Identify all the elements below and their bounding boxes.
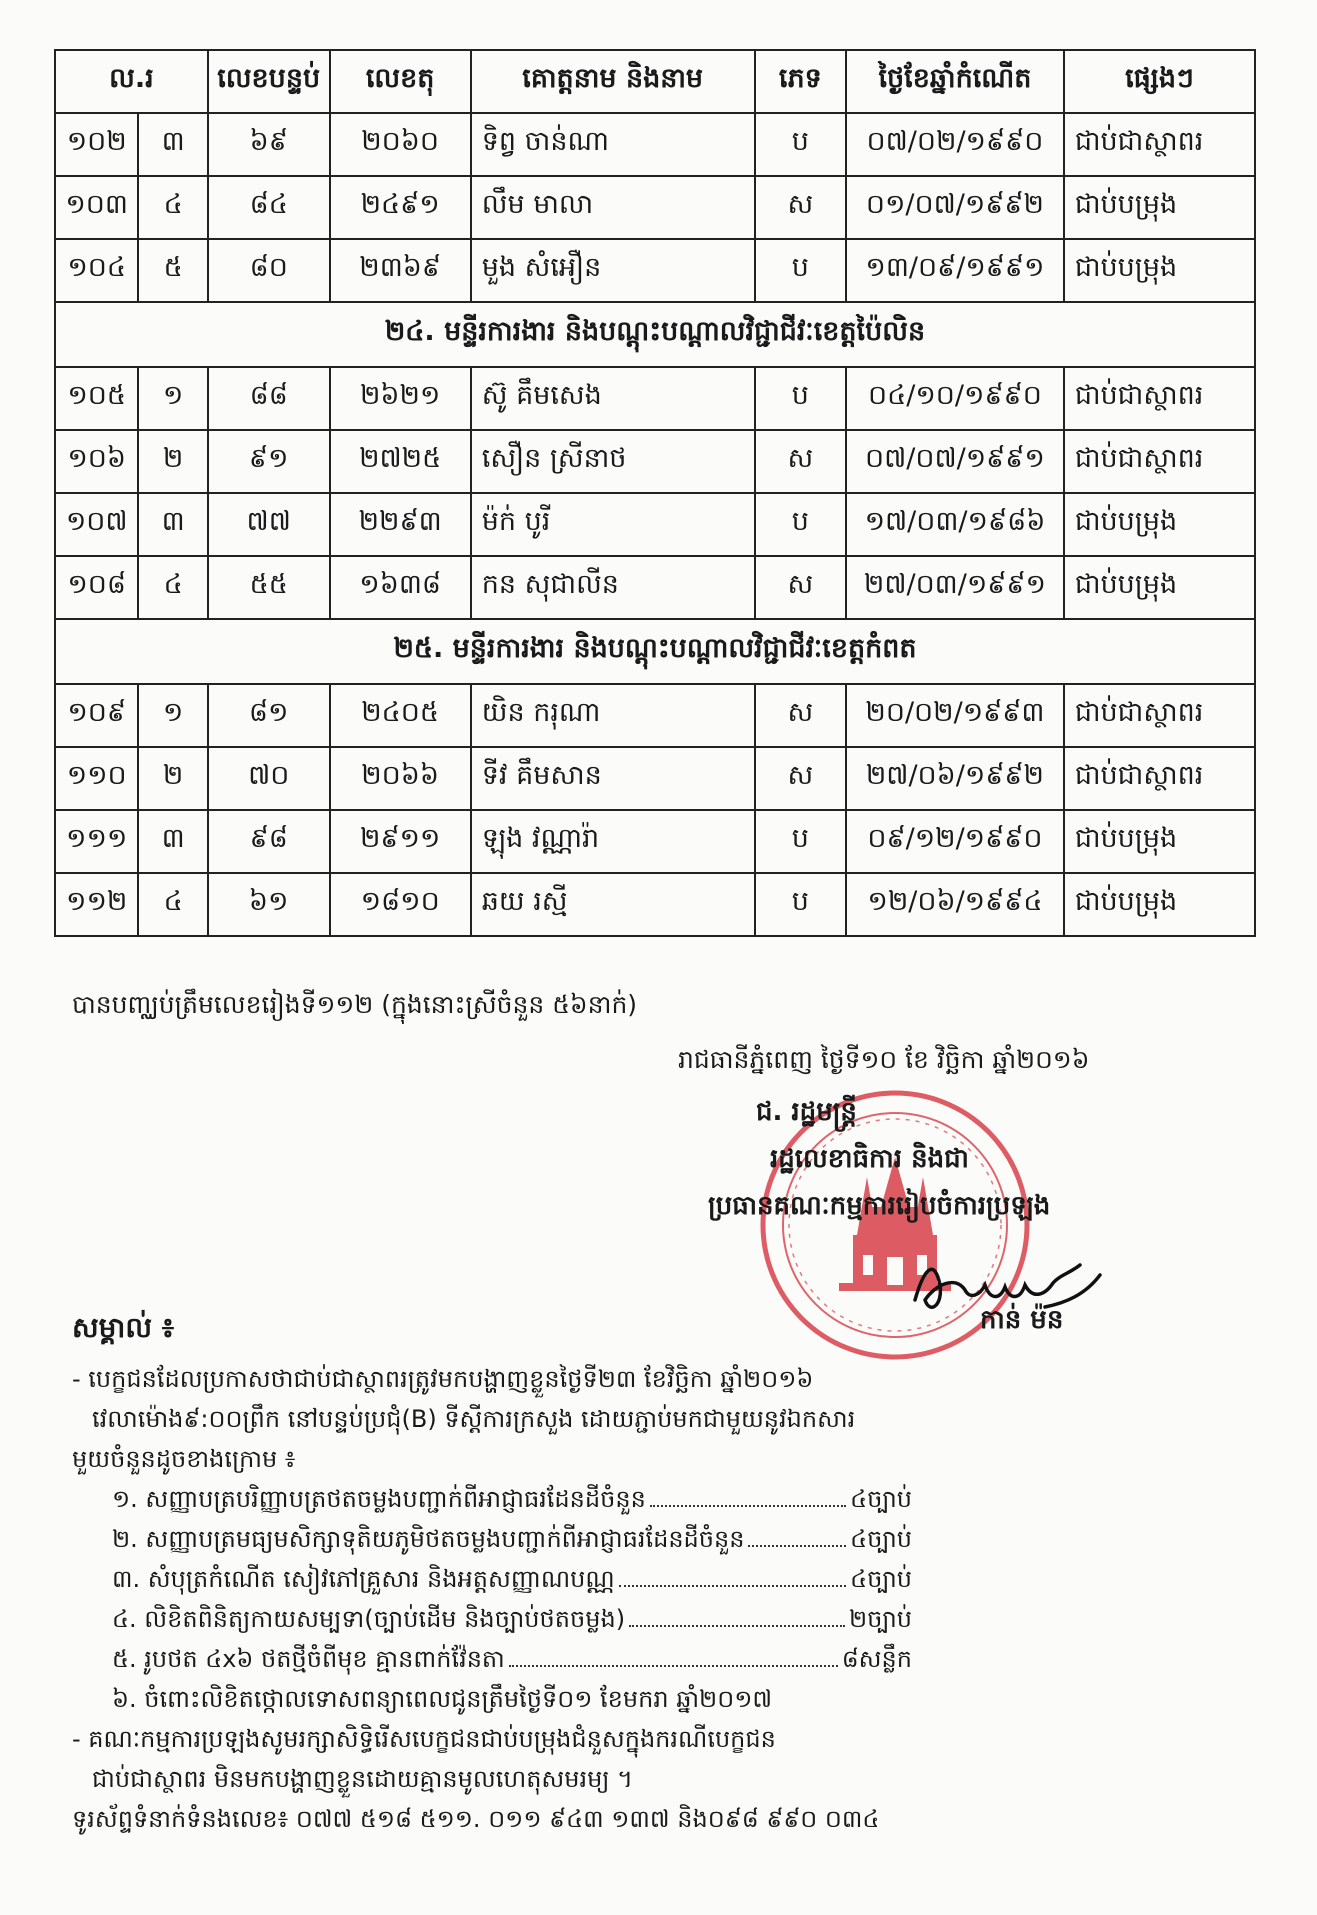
candidate-name-cell: ឡុង វណ្ណារ៉ា bbox=[471, 810, 755, 873]
requirement-label: ២. សញ្ញាបត្រមធ្យមសិក្សាទុតិយភូមិថតចម្លងបញ្ជាក់ពីអាជ្ញាធរដែនដីចំនួន bbox=[112, 1525, 745, 1553]
room-no-cell: ៧៧ bbox=[208, 493, 330, 556]
date-of-birth-cell: ០៩/១២/១៩៩០ bbox=[846, 810, 1064, 873]
section-row bbox=[55, 302, 1255, 367]
room-no-cell: ៦៩ bbox=[208, 113, 330, 176]
desk-no-cell: ២៧២៥ bbox=[330, 430, 471, 493]
dotted-leader bbox=[650, 1479, 846, 1507]
date-of-birth-cell: ០១/០៧/១៩៩២ bbox=[846, 176, 1064, 239]
desk-no-cell: ២០៦០ bbox=[330, 113, 471, 176]
table-row bbox=[55, 556, 1255, 619]
dotted-leader bbox=[748, 1519, 846, 1547]
sub-no-cell: ៣ bbox=[138, 113, 208, 176]
requirement-quantity: ៤ច្បាប់ bbox=[850, 1525, 912, 1553]
table-body bbox=[55, 113, 1255, 936]
sex-cell: ស bbox=[755, 176, 847, 239]
date-of-birth-cell: ២០/០២/១៩៩៣ bbox=[846, 684, 1064, 747]
table-row bbox=[55, 810, 1255, 873]
candidate-name-cell: ទិព្វ ចាន់ណា bbox=[471, 113, 755, 176]
requirement-item-6: ៦. ចំពោះលិខិតថ្កោលទោសពន្យាពេលជូនត្រឹមថ្ងៃទី០១ ខែមករា ឆ្នាំ២០១៧ bbox=[112, 1685, 773, 1713]
sub-no-cell: ៤ bbox=[138, 873, 208, 936]
sub-no-cell: ៣ bbox=[138, 493, 208, 556]
table-row bbox=[55, 113, 1255, 176]
signature-title-1: ជ. រដ្ឋមន្ត្រី bbox=[756, 1097, 857, 1127]
requirement-item bbox=[72, 1639, 912, 1679]
signature-title-3: ប្រធានគណៈកម្មការរៀបចំការប្រឡង bbox=[708, 1191, 1051, 1221]
requirement-item bbox=[72, 1559, 912, 1599]
requirement-item bbox=[72, 1599, 912, 1639]
header-sex: ភេទ bbox=[755, 50, 847, 113]
room-no-cell: ៥៥ bbox=[208, 556, 330, 619]
desk-no-cell: ២២៩៣ bbox=[330, 493, 471, 556]
sex-cell: ស bbox=[755, 747, 847, 810]
desk-no-cell: ២០៦៦ bbox=[330, 747, 471, 810]
sex-cell: ប bbox=[755, 493, 847, 556]
requirement-label: ៤. លិខិតពិនិត្យកាយសម្បទា(ច្បាប់ដើម និងច្បាប់ថតចម្លង) bbox=[112, 1605, 626, 1633]
date-of-birth-cell: ១៧/០៣/១៩៨៦ bbox=[846, 493, 1064, 556]
result-status-cell: ជាប់បម្រុង bbox=[1064, 176, 1255, 239]
header-room: លេខបន្ទប់ bbox=[208, 50, 330, 113]
requirement-label: ១. សញ្ញាបត្របរិញ្ញាបត្រថតចម្លងបញ្ជាក់ពីអាជ្ញាធរដែនដីចំនួន bbox=[112, 1485, 646, 1513]
sex-cell: ប bbox=[755, 873, 847, 936]
candidate-table bbox=[54, 49, 1256, 937]
desk-no-cell: ២៤០៥ bbox=[330, 684, 471, 747]
table-header-row bbox=[55, 50, 1255, 113]
signatory-name: កាន់ ម៉ន bbox=[980, 1305, 1064, 1335]
row-no-cell: ១០៧ bbox=[55, 493, 138, 556]
sex-cell: ប bbox=[755, 113, 847, 176]
requirement-label: ៥. រូបថត ៤x៦ ថតថ្មីចំពីមុខ គ្មានពាក់វ៉ែនតា bbox=[112, 1645, 505, 1673]
sub-no-cell: ២ bbox=[138, 430, 208, 493]
sub-no-cell: ៥ bbox=[138, 239, 208, 302]
table-row bbox=[55, 747, 1255, 810]
result-status-cell: ជាប់ជាស្ថាពរ bbox=[1064, 684, 1255, 747]
candidate-name-cell: ម៉ក់ បូរី bbox=[471, 493, 755, 556]
dotted-leader bbox=[509, 1639, 838, 1667]
candidate-name-cell: ទីវ គឹមសាន bbox=[471, 747, 755, 810]
table-row bbox=[55, 493, 1255, 556]
candidate-name-cell: យិន ករុណា bbox=[471, 684, 755, 747]
row-no-cell: ១០៨ bbox=[55, 556, 138, 619]
dotted-leader bbox=[619, 1559, 846, 1587]
room-no-cell: ៨១ bbox=[208, 684, 330, 747]
sex-cell: ស bbox=[755, 556, 847, 619]
candidate-name-cell: មួង សំអឿន bbox=[471, 239, 755, 302]
result-status-cell: ជាប់ជាស្ថាពរ bbox=[1064, 430, 1255, 493]
requirement-quantity: ៨សន្លឹក bbox=[841, 1645, 912, 1673]
row-no-cell: ១១០ bbox=[55, 747, 138, 810]
requirements-list bbox=[72, 1479, 1252, 1679]
sub-no-cell: ៣ bbox=[138, 810, 208, 873]
desk-no-cell: ២៦២១ bbox=[330, 367, 471, 430]
result-status-cell: ជាប់ជាស្ថាពរ bbox=[1064, 747, 1255, 810]
table-row bbox=[55, 176, 1255, 239]
notes-para-line: - បេក្ខជនដែលប្រកាសថាជាប់ជាស្ថាពរត្រូវមកបង្ហាញខ្លួនថ្ងៃទី២៣ ខែវិច្ឆិកា ឆ្នាំ២០១៦ bbox=[72, 1365, 814, 1393]
row-no-cell: ១០៦ bbox=[55, 430, 138, 493]
desk-no-cell: ១៨១០ bbox=[330, 873, 471, 936]
section-heading: ២៤. មន្ទីរការងារ និងបណ្តុះបណ្តាលវិជ្ជាជីវៈខេត្តប៉ៃលិន bbox=[55, 302, 1255, 367]
row-no-cell: ១០២ bbox=[55, 113, 138, 176]
table-row bbox=[55, 367, 1255, 430]
date-of-birth-cell: ១៣/០៩/១៩៩១ bbox=[846, 239, 1064, 302]
row-no-cell: ១១២ bbox=[55, 873, 138, 936]
requirement-item bbox=[72, 1519, 912, 1559]
candidate-name-cell: ស៊ូ គឹមសេង bbox=[471, 367, 755, 430]
sex-cell: ប bbox=[755, 810, 847, 873]
sub-no-cell: ៤ bbox=[138, 556, 208, 619]
requirement-label: ៣. សំបុត្រកំណើត សៀវភៅគ្រួសារ និងអត្តសញ្ញាណបណ្ណ bbox=[112, 1565, 615, 1593]
requirement-quantity: ២ច្បាប់ bbox=[848, 1605, 912, 1633]
result-status-cell: ជាប់ជាស្ថាពរ bbox=[1064, 367, 1255, 430]
room-no-cell: ៨០ bbox=[208, 239, 330, 302]
desk-no-cell: ២៤៩១ bbox=[330, 176, 471, 239]
room-no-cell: ៨៤ bbox=[208, 176, 330, 239]
table-row bbox=[55, 239, 1255, 302]
room-no-cell: ៩១ bbox=[208, 430, 330, 493]
date-of-birth-cell: ១២/០៦/១៩៩៤ bbox=[846, 873, 1064, 936]
sub-no-cell: ១ bbox=[138, 684, 208, 747]
date-of-birth-cell: ២៧/០៦/១៩៩២ bbox=[846, 747, 1064, 810]
row-no-cell: ១០៩ bbox=[55, 684, 138, 747]
result-status-cell: ជាប់បម្រុង bbox=[1064, 873, 1255, 936]
section-row bbox=[55, 619, 1255, 684]
row-no-cell: ១០៣ bbox=[55, 176, 138, 239]
room-no-cell: ៨៨ bbox=[208, 367, 330, 430]
date-of-birth-cell: ០៤/១០/១៩៩០ bbox=[846, 367, 1064, 430]
date-of-birth-cell: ២៧/០៣/១៩៩១ bbox=[846, 556, 1064, 619]
header-dob: ថ្ងៃខែឆ្នាំកំណើត bbox=[846, 50, 1064, 113]
desk-no-cell: ២៣៦៩ bbox=[330, 239, 471, 302]
section-heading: ២៥. មន្ទីរការងារ និងបណ្តុះបណ្តាលវិជ្ជាជីវៈខេត្តកំពត bbox=[55, 619, 1255, 684]
contact-line: ទូរស័ព្ទទំនាក់ទំនងលេខ៖ ០៧៧ ៥១៨ ៥១១. ០១១ ៩៤៣ ១៣៧ និង០៩៨ ៩៩០ ០៣៤ bbox=[72, 1805, 880, 1833]
sex-cell: ប bbox=[755, 367, 847, 430]
result-status-cell: ជាប់បម្រុង bbox=[1064, 493, 1255, 556]
dotted-leader bbox=[629, 1599, 845, 1627]
notes-para-line: - គណៈកម្មការប្រឡងសូមរក្សាសិទ្ធិរើសបេក្ខជនជាប់បម្រុងជំនួសក្នុងករណីបេក្ខជន bbox=[72, 1725, 776, 1753]
table-row bbox=[55, 430, 1255, 493]
result-status-cell: ជាប់បម្រុង bbox=[1064, 239, 1255, 302]
result-status-cell: ជាប់បម្រុង bbox=[1064, 556, 1255, 619]
candidate-name-cell: លឹម មាលា bbox=[471, 176, 755, 239]
candidate-name-cell: សឿន ស្រីនាថ bbox=[471, 430, 755, 493]
candidate-name-cell: ឆយ រស្មី bbox=[471, 873, 755, 936]
notes-section bbox=[72, 1310, 1252, 1839]
header-desk: លេខតុ bbox=[330, 50, 471, 113]
summary-text: បានបញ្ឈប់ត្រឹមលេខរៀងទី១១២ (ក្នុងនោះស្រីចំនួន ៥៦នាក់) bbox=[72, 990, 638, 1019]
sex-cell: ស bbox=[755, 430, 847, 493]
table-row bbox=[55, 873, 1255, 936]
result-status-cell: ជាប់ជាស្ថាពរ bbox=[1064, 113, 1255, 176]
header-no: ល.រ bbox=[55, 50, 208, 113]
room-no-cell: ៧០ bbox=[208, 747, 330, 810]
row-no-cell: ១១១ bbox=[55, 810, 138, 873]
date-of-birth-cell: ០៧/០២/១៩៩០ bbox=[846, 113, 1064, 176]
sub-no-cell: ២ bbox=[138, 747, 208, 810]
room-no-cell: ៦១ bbox=[208, 873, 330, 936]
sub-no-cell: ៤ bbox=[138, 176, 208, 239]
notes-para-line: មួយចំនួនដូចខាងក្រោម ៖ bbox=[72, 1445, 296, 1473]
signature-title-2: រដ្ឋលេខាធិការ និងជា bbox=[770, 1144, 969, 1174]
table-row bbox=[55, 684, 1255, 747]
requirement-quantity: ៤ច្បាប់ bbox=[850, 1565, 912, 1593]
header-name: គោត្តនាម និងនាម bbox=[471, 50, 755, 113]
result-status-cell: ជាប់បម្រុង bbox=[1064, 810, 1255, 873]
desk-no-cell: ១៦៣៨ bbox=[330, 556, 471, 619]
requirement-quantity: ៤ច្បាប់ bbox=[850, 1485, 912, 1513]
row-no-cell: ១០៥ bbox=[55, 367, 138, 430]
header-remark: ផ្សេងៗ bbox=[1064, 50, 1255, 113]
sub-no-cell: ១ bbox=[138, 367, 208, 430]
notes-para-line: ជាប់ជាស្ថាពរ មិនមកបង្ហាញខ្លួនដោយគ្មានមូលហេតុសមរម្យ ។ bbox=[92, 1765, 633, 1793]
signature-date: រាជធានីភ្នំពេញ ថ្ងៃទី១០ ខែ វិច្ឆិកា ឆ្នាំ២០១៦ bbox=[678, 1045, 1090, 1074]
candidate-name-cell: កន សុជាលីន bbox=[471, 556, 755, 619]
requirement-item bbox=[72, 1479, 912, 1519]
date-of-birth-cell: ០៧/០៧/១៩៩១ bbox=[846, 430, 1064, 493]
notes-para-line: វេលាម៉ោង៩:០០ព្រឹក នៅបន្ទប់ប្រជុំ(B) ទីស្តីការក្រសួង ដោយភ្ជាប់មកជាមួយនូវឯកសារ bbox=[92, 1405, 856, 1433]
desk-no-cell: ២៩១១ bbox=[330, 810, 471, 873]
room-no-cell: ៩៨ bbox=[208, 810, 330, 873]
row-no-cell: ១០៤ bbox=[55, 239, 138, 302]
sex-cell: ប bbox=[755, 239, 847, 302]
sex-cell: ស bbox=[755, 684, 847, 747]
notes-title: សម្គាល់ ៖ bbox=[72, 1311, 175, 1344]
